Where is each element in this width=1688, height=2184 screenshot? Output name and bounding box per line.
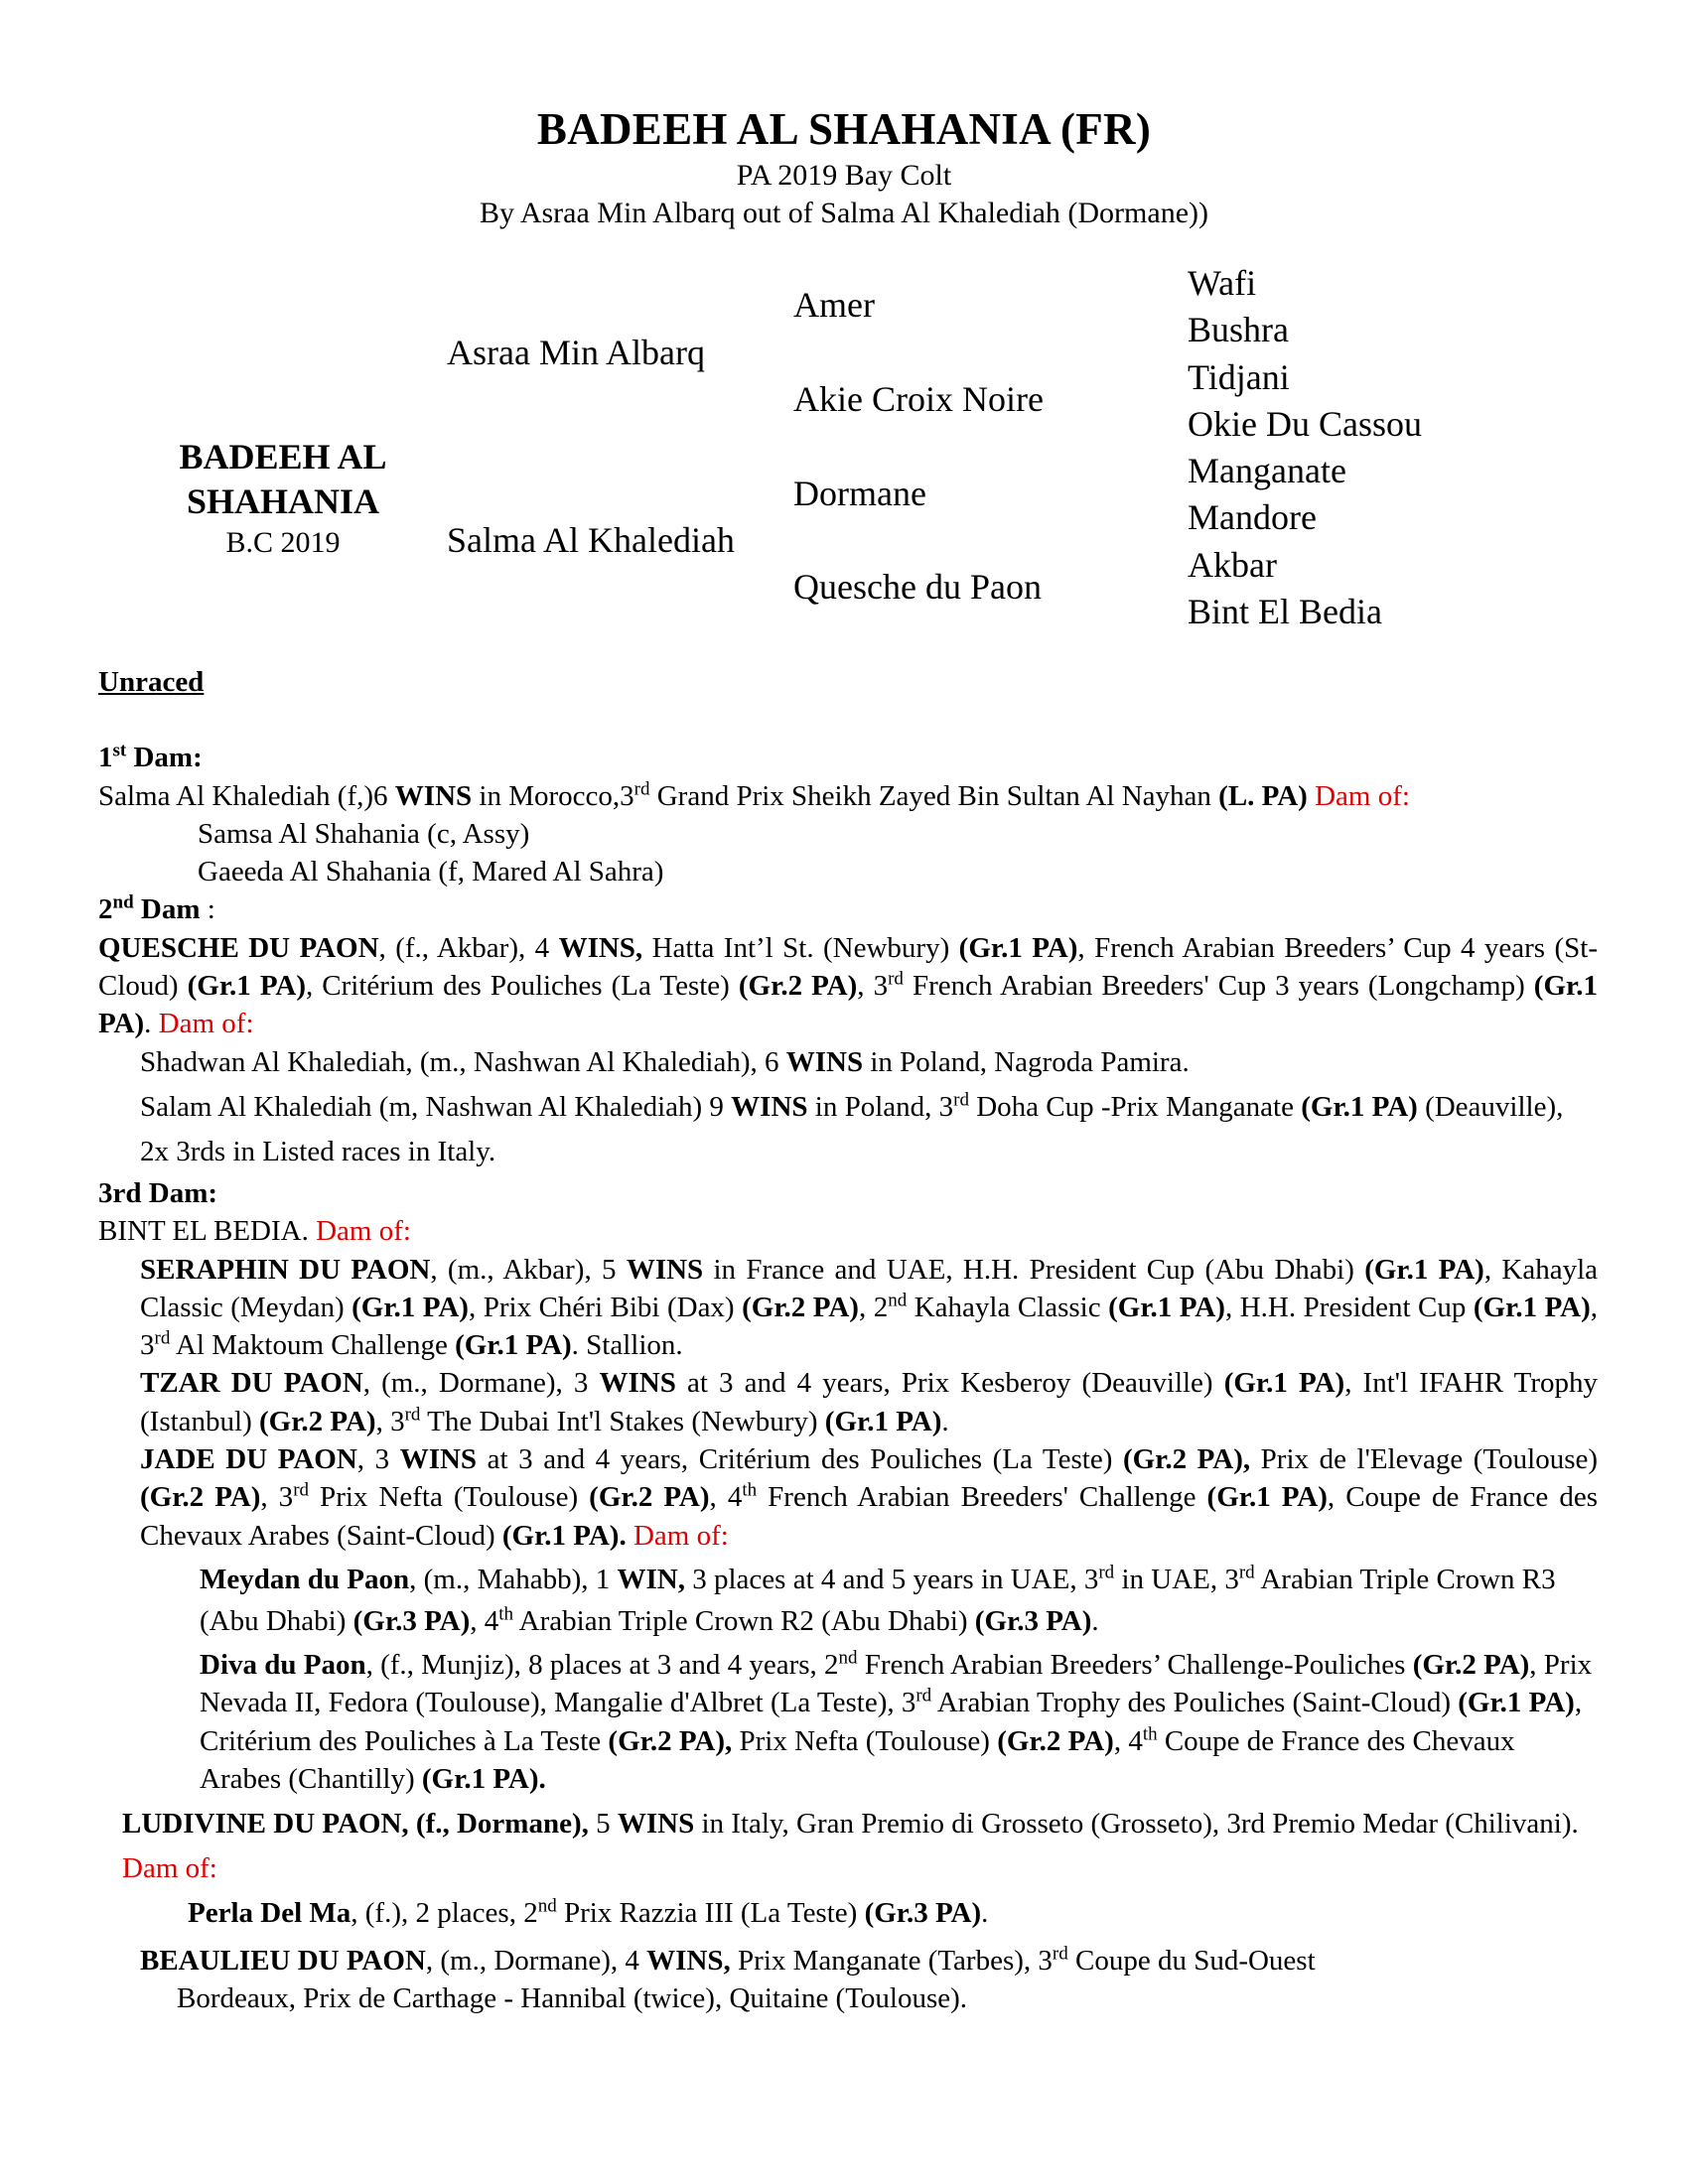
foal-entry: Samsa Al Shahania (c, Assy) [198,817,530,850]
produce-entry: LUDIVINE DU PAON, (f., Dormane), 5 WINS in Italy, Gran Premio di Grosseto (Grosseto), 3rd Premio Medar (Chilivani). Dam of: [122,1808,1579,1885]
pedigree-sire-sire: Amer [793,285,875,325]
produce-entry: Salam Al Khalediah (m, Nashwan Al Khalediah) 9 WINS in Poland, 3rd Doha Cup -Prix Manganate (Gr.1 PA) (Deauville), 2x 3rds in Listed races in Italy. [140,1089,1564,1167]
gp-item: Tidjani [1188,356,1290,397]
produce-entry: BEAULIEU DU PAON, (m., Dormane), 4 WINS, Prix Manganate (Tarbes), 3rd Coupe du Sud-Ouest [140,1943,1316,1978]
racing-record [98,663,1598,2018]
race-status: Unraced [98,666,205,698]
produce-entry: TZAR DU PAON, (m., Dormane), 3 WINS at 3 and 4 years, Prix Kesberoy (Deauville) (Gr.1 PA), Int'l IFAHR Trophy (Istanbul) (Gr.2 PA), 3rd The Dubai Int'l Stakes (Newbury) (Gr.1 PA). [140,1367,1598,1437]
gp-item: Okie Du Cassou [1188,403,1422,444]
gp-item: Mandore [1188,497,1317,538]
first-dam-heading: 1st Dam: [98,740,203,774]
gp-item: Wafi [1188,263,1257,303]
produce-entry: Perla Del Ma, (f.), 2 places, 2nd Prix Razzia III (La Teste) (Gr.3 PA). [188,1895,989,1930]
second-dam-record: QUESCHE DU PAON, (f., Akbar), 4 WINS, Hatta Int’l St. (Newbury) (Gr.1 PA), French Arabian Breeders’ Cup 4 years (St-Cloud) (Gr.1 PA), Critérium des Pouliches (La Teste) (Gr.2 PA), 3rd French Arabian Breeders' Cup 3 years (Longchamp) (Gr.1 PA). Dam of: [98,931,1599,1040]
pedigree-dam: Salma Al Khalediah [447,520,735,560]
subtitle-parentage: By Asraa Min Albarq out of Salma Al Khalediah (Dormane)) [479,197,1208,229]
horse-sex-year: B.C 2019 [225,526,341,559]
horse-name-line2: SHAHANIA [186,481,380,521]
page-title: BADEEH AL SHAHANIA (FR) [536,104,1152,154]
pedigree-sire: Asraa Min Albarq [447,333,705,372]
pedigree-dam-sire: Dormane [793,474,926,513]
third-dam-name: BINT EL BEDIA. Dam of: [98,1215,411,1248]
foal-entry: Gaeeda Al Shahania (f, Mared Al Sahra) [198,856,664,888]
pedigree-dam-dam: Quesche du Paon [793,567,1042,607]
produce-entry: Shadwan Al Khalediah, (m., Nashwan Al Khalediah), 6 WINS in Poland, Nagroda Pamira. [140,1045,1190,1078]
pedigree-sire-dam: Akie Croix Noire [793,379,1044,419]
third-dam-heading: 3rd Dam: [98,1176,218,1209]
second-dam-heading: 2nd Dam : [98,891,215,926]
pedigree-horse [129,435,437,524]
gp-item: Bint El Bedia [1188,592,1382,632]
gp-item: Bushra [1188,310,1289,350]
horse-name-line1: BADEEH AL [179,437,387,477]
pedigree-great-grandparents [1188,260,1422,635]
gp-item: Manganate [1188,451,1346,491]
subtitle-breeding: PA 2019 Bay Colt [736,159,952,192]
produce-entry-continued: Bordeaux, Prix de Carthage - Hannibal (twice), Quitaine (Toulouse). [177,1982,968,2015]
produce-entry: SERAPHIN DU PAON, (m., Akbar), 5 WINS in France and UAE, H.H. President Cup (Abu Dhabi) (Gr.1 PA), Kahayla Classic (Meydan) (Gr.1 PA), Prix Chéri Bibi (Dax) (Gr.2 PA), 2nd Kahayla Classic (Gr.1 PA), H.H. President Cup (Gr.1 PA), 3rd Al Maktoum Challenge (Gr.1 PA). Stallion. [140,1253,1598,1362]
gp-item: Akbar [1188,544,1277,585]
first-dam-record: Salma Al Khalediah (f,)6 WINS in Morocco,3rd Grand Prix Sheikh Zayed Bin Sultan Al Nayhan (L. PA) Dam of: [98,777,1410,812]
produce-entry: Diva du Paon, (f., Munjiz), 8 places at 3 and 4 years, 2nd French Arabian Breeders’ Challenge-Pouliches (Gr.2 PA), Prix Nevada II, Fedora (Toulouse), Mangalie d'Albret (La Teste), 3rd Arabian Trophy des Pouliches (Saint-Cloud) (Gr.1 PA), Critérium des Pouliches à La Teste (Gr.2 PA), Prix Nefta (Toulouse) (Gr.2 PA), 4th Coupe de France des Chevaux Arabes (Chantilly) (Gr.1 PA). [200,1647,1593,1795]
produce-entry: JADE DU PAON, 3 WINS at 3 and 4 years, Critérium des Pouliches (La Teste) (Gr.2 PA), Prix de l'Elevage (Toulouse) (Gr.2 PA), 3rd Prix Nefta (Toulouse) (Gr.2 PA), 4th French Arabian Breeders' Challenge (Gr.1 PA), Coupe de France des Chevaux Arabes (Saint-Cloud) (Gr.1 PA). Dam of: [140,1443,1599,1552]
produce-entry: Meydan du Paon, (m., Mahabb), 1 WIN, 3 places at 4 and 5 years in UAE, 3rd in UAE, 3rd Arabian Triple Crown R3 (Abu Dhabi) (Gr.3 PA), 4th Arabian Triple Crown R2 (Abu Dhabi) (Gr.3 PA). [200,1562,1556,1637]
